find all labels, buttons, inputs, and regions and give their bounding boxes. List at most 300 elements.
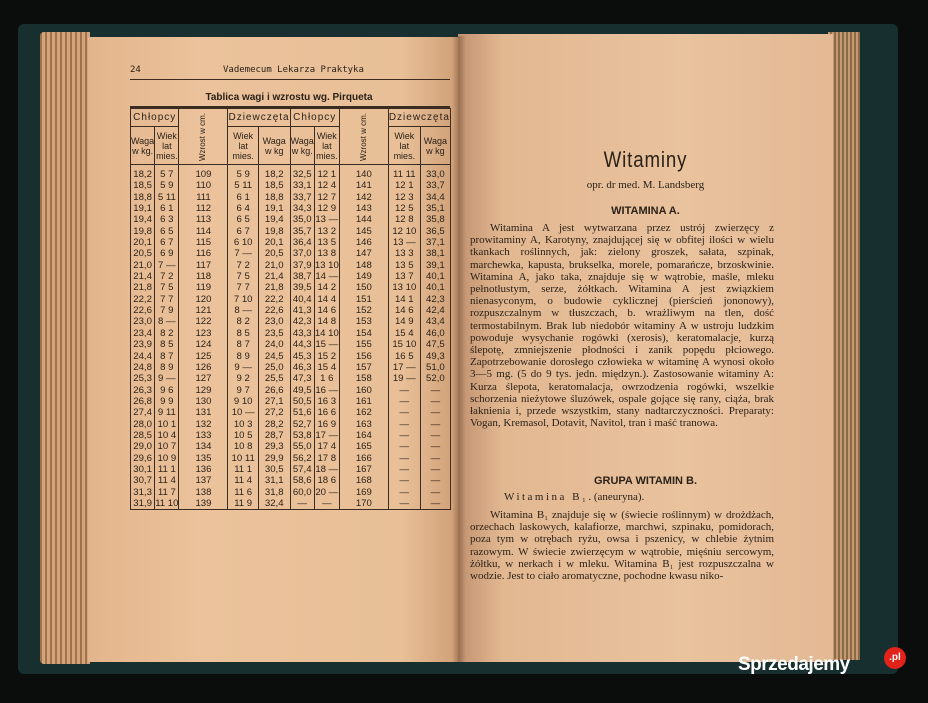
table-cell: 21,0 [258, 260, 290, 271]
table-cell: 40,1 [420, 271, 450, 282]
column-header: Wiek lat mies. [314, 127, 339, 165]
table-cell: 43,4 [420, 316, 450, 327]
table-cell: 111 [179, 192, 228, 203]
table-cell: 10 7 [155, 441, 179, 452]
table-cell: 1 6 [314, 373, 339, 384]
table-row [131, 165, 451, 181]
table-cell: — [420, 464, 450, 475]
table-row [131, 362, 451, 373]
table-cell: 35,1 [420, 203, 450, 214]
table-cell: 155 [339, 339, 388, 350]
table-cell: 17 4 [314, 441, 339, 452]
table-cell: 13 — [315, 214, 339, 226]
table-cell: 8 2 [155, 328, 179, 339]
table-cell: 8 9 [228, 351, 258, 362]
watermark-text: Sprzedajemy [738, 654, 850, 675]
table-cell: — [388, 464, 420, 475]
table-row [131, 419, 451, 430]
table-cell: 136 [179, 464, 228, 475]
table-cell: 10 1 [155, 419, 179, 430]
table-cell: 40,4 [290, 294, 314, 305]
left-page [88, 37, 458, 662]
table-row [131, 464, 451, 475]
table-cell: 121 [179, 305, 228, 316]
table-cell: 18,5 [131, 180, 155, 191]
chapter-author: opr. dr med. M. Landsberg [586, 179, 705, 191]
table-cell: 16 — [315, 384, 339, 396]
table-cell: — [420, 453, 450, 464]
table-cell: — [420, 487, 450, 498]
table-cell: 149 [339, 271, 388, 282]
table-cell: — [388, 453, 420, 464]
table-cell: 162 [339, 407, 388, 418]
table-cell: 45,3 [290, 351, 314, 362]
table-cell: — [420, 385, 450, 396]
page-number: 24 [130, 65, 141, 75]
table-cell: 19,8 [258, 226, 290, 237]
table-cell: 7 7 [155, 294, 179, 305]
table-cell: 8 — [228, 305, 258, 316]
table-cell: 143 [339, 203, 388, 214]
table-cell: 24,5 [258, 351, 290, 362]
table-row [131, 316, 451, 327]
table-cell: 32,5 [290, 165, 314, 181]
table-cell: 14 2 [314, 282, 339, 293]
group-header: Dziewczęta [388, 109, 450, 127]
table-cell: 23,0 [131, 316, 155, 327]
table-cell: 18,5 [258, 180, 290, 191]
table-row [131, 396, 451, 407]
table-cell: 39,1 [420, 260, 450, 271]
table-cell: 21,4 [258, 271, 290, 282]
table-cell: — [388, 407, 420, 418]
table-cell: 44,3 [290, 339, 314, 350]
table-cell: 134 [179, 441, 228, 452]
table-cell: 42,3 [420, 294, 450, 305]
table-cell: 5 7 [155, 165, 179, 181]
table-caption: Tablica wagi i wzrostu wg. Pirqueta [205, 92, 373, 103]
table-cell: 42,3 [290, 316, 314, 327]
table-cell: 52,0 [420, 373, 450, 384]
table-cell: 31,3 [131, 487, 155, 498]
table-cell: 19,1 [258, 203, 290, 214]
table-cell: 169 [339, 487, 388, 498]
table-cell: 8 7 [228, 339, 258, 350]
table-cell: 13 10 [314, 259, 339, 271]
running-title: Vademecum Lekarza Praktyka [223, 65, 364, 75]
table-cell: 115 [179, 237, 228, 248]
table-cell: 18,8 [131, 192, 155, 203]
table-cell: 6 10 [228, 237, 258, 248]
table-cell: — [388, 475, 420, 486]
column-header: Wzrost w cm. [179, 109, 228, 165]
table-cell: 49,5 [290, 385, 314, 396]
table-cell: 16 9 [314, 419, 339, 430]
table-cell: 144 [339, 214, 388, 225]
table-cell: 28,0 [131, 419, 155, 430]
table-cell: 25,3 [131, 373, 155, 384]
table-cell: 13 5 [314, 237, 339, 248]
table-cell: 16 6 [314, 407, 339, 418]
table-cell: 57,4 [290, 464, 314, 475]
table-cell: 46,3 [290, 362, 314, 373]
table-cell: — [388, 487, 420, 498]
table-cell: 24,0 [258, 339, 290, 350]
table-cell: 20 — [315, 486, 339, 498]
table-cell: 161 [339, 396, 388, 407]
table-cell: 14 8 [314, 316, 339, 327]
table-cell: 33,7 [420, 180, 450, 191]
table-cell: 118 [179, 271, 228, 282]
table-cell: 6 7 [228, 226, 258, 237]
table-cell: 22,2 [131, 294, 155, 305]
table-cell: 140 [339, 165, 388, 181]
table-row [131, 430, 451, 441]
watermark-badge: .pl [884, 647, 906, 669]
table-cell: 168 [339, 475, 388, 486]
table-cell: 125 [179, 351, 228, 362]
table-cell: 25,5 [258, 373, 290, 384]
table-cell: 113 [179, 214, 228, 225]
table-cell: 23,0 [258, 316, 290, 327]
table-cell: 19,4 [258, 214, 290, 225]
table-cell: 139 [179, 498, 228, 510]
table-cell: 151 [339, 294, 388, 305]
table-cell: 31,9 [131, 498, 155, 510]
table-cell: 138 [179, 487, 228, 498]
table-cell: 12 5 [388, 203, 420, 214]
table-cell: 33,7 [290, 192, 314, 203]
table-cell: 12 4 [314, 180, 339, 191]
table-cell: 110 [179, 180, 228, 191]
table-cell: 31,8 [258, 487, 290, 498]
table-cell: 27,1 [258, 396, 290, 407]
table-row [131, 282, 451, 293]
table-cell: — [388, 396, 420, 407]
column-header: Wiek lat mies. [228, 127, 258, 165]
table-cell: 157 [339, 362, 388, 373]
table-cell: 39,5 [290, 282, 314, 293]
table-cell: 6 5 [155, 226, 179, 237]
table-cell: 30,1 [131, 464, 155, 475]
table-cell: 23,4 [131, 328, 155, 339]
table-cell: — [420, 396, 450, 407]
table-cell: 9 10 [228, 396, 258, 407]
table-cell: 29,3 [258, 441, 290, 452]
table-cell: 170 [339, 498, 388, 510]
table-cell: 12 7 [314, 192, 339, 203]
table-cell: 122 [179, 316, 228, 327]
table-cell: 53,8 [290, 430, 314, 441]
group-header: Dziewczęta [228, 109, 290, 127]
table-cell: 21,4 [131, 271, 155, 282]
table-cell: 13 — [388, 237, 420, 248]
table-cell: 11 1 [228, 464, 258, 475]
table-cell: 150 [339, 282, 388, 293]
table-cell: 120 [179, 294, 228, 305]
body-paragraph: Witamina B₁ znajduje się w (świecie roślinnym) w drożdżach, orzechach laskowych, kalafiorze, marchwi, szpinaku, pomidorach, poza tym w otrębach ryżu, owsa i pszenicy, w chlebie żytnim razowym. W świecie zwierzęcym w wątrobie, mięśniu sercowym, żółtku, w nerkach i w mleku. Witamina B₁ jest rozpuszczalna w wodzie. Jest to ciało aromatyczne, pochodne kwasu niko- [470, 509, 774, 583]
table-cell: 6 4 [228, 203, 258, 214]
section-heading: GRUPA WITAMIN B. [593, 475, 698, 487]
table-cell: — [388, 419, 420, 430]
table-cell: 42,4 [420, 305, 450, 316]
table-cell: 9 2 [228, 373, 258, 384]
table-cell: 13 10 [388, 282, 420, 293]
table-cell: 141 [339, 180, 388, 191]
table-cell: 10 4 [155, 430, 179, 441]
table-cell: 26,6 [258, 385, 290, 396]
table-cell: 24,4 [131, 351, 155, 362]
table-cell: 16 3 [314, 396, 339, 407]
table-cell: 142 [339, 192, 388, 203]
table-cell: — [290, 498, 314, 510]
table-cell: — [388, 430, 420, 441]
table-cell: 15 — [315, 339, 339, 351]
table-cell: 165 [339, 441, 388, 452]
header-rule [130, 79, 450, 80]
table-cell: 38,1 [420, 248, 450, 259]
table-cell: 10 9 [155, 453, 179, 464]
table-cell: — [420, 441, 450, 452]
table-cell: 19,1 [131, 203, 155, 214]
table-cell: 12 1 [314, 165, 339, 181]
table-cell: 19 — [388, 373, 420, 384]
table-cell: 5 9 [228, 165, 258, 181]
table-cell: 8 7 [155, 351, 179, 362]
table-cell: 26,8 [131, 396, 155, 407]
table-cell: 37,9 [290, 260, 314, 271]
table-cell: 13 7 [388, 271, 420, 282]
table-cell: 123 [179, 328, 228, 339]
table-row [131, 180, 451, 191]
table-cell: 12 8 [388, 214, 420, 225]
table-cell: 43,3 [290, 328, 314, 339]
table-cell: 49,3 [420, 351, 450, 362]
table-cell: 37,0 [290, 248, 314, 259]
table-row [131, 271, 451, 282]
table-cell: 36,5 [420, 226, 450, 237]
table-cell: 36,4 [290, 237, 314, 248]
table-cell: 17 8 [314, 453, 339, 464]
subsection-heading: Witamina B₁. (aneuryna). [504, 491, 645, 503]
table-cell: 20,5 [131, 248, 155, 259]
table-cell: 137 [179, 475, 228, 486]
table-cell: 17 — [315, 429, 339, 441]
table-cell: 46,0 [420, 328, 450, 339]
table-cell: 7 2 [228, 260, 258, 271]
table-cell: 27,2 [258, 407, 290, 418]
table-row [131, 237, 451, 248]
table-cell: 133 [179, 430, 228, 441]
table-cell: 29,0 [131, 441, 155, 452]
table-cell: 167 [339, 464, 388, 475]
table-cell: 20,5 [258, 248, 290, 259]
table-cell: 6 9 [155, 248, 179, 259]
table-cell: 21,8 [258, 282, 290, 293]
table-cell: 8 5 [228, 328, 258, 339]
table-cell: — [420, 419, 450, 430]
table-cell: 129 [179, 385, 228, 396]
table-row [131, 441, 451, 452]
table-cell: 154 [339, 328, 388, 339]
table-cell: 163 [339, 419, 388, 430]
table-cell: 55,0 [290, 441, 314, 452]
table-cell: 13 8 [314, 248, 339, 259]
table-cell: 158 [339, 373, 388, 384]
table-cell: 119 [179, 282, 228, 293]
table-cell: 117 [179, 260, 228, 271]
table-cell: 7 9 [155, 305, 179, 316]
table-cell: 14 10 [314, 327, 339, 339]
table-cell: 6 5 [228, 214, 258, 225]
table-cell: 35,7 [290, 226, 314, 237]
table-cell: 11 6 [228, 487, 258, 498]
table-cell: 8 5 [155, 339, 179, 350]
table-row [131, 260, 451, 271]
table-cell: 126 [179, 362, 228, 373]
table-cell: 16 5 [388, 351, 420, 362]
table-cell: 7 10 [228, 294, 258, 305]
table-cell: — [388, 441, 420, 452]
table-cell: 9 — [228, 362, 258, 373]
table-cell: 153 [339, 316, 388, 327]
table-cell: 130 [179, 396, 228, 407]
book-gutter [452, 36, 466, 662]
table-cell: 33,1 [290, 180, 314, 191]
table-cell: — [388, 498, 420, 510]
table-cell: 7 — [228, 248, 258, 259]
table-cell: 6 3 [155, 214, 179, 225]
table-cell: 10 — [228, 407, 258, 418]
table-cell: 51,0 [420, 362, 450, 373]
table-cell: 37,1 [420, 237, 450, 248]
table-cell: 6 1 [228, 192, 258, 203]
column-header: Wiek lat mies. [155, 127, 179, 165]
table-row [131, 373, 451, 384]
table-cell: 5 11 [228, 180, 258, 191]
table-row [131, 294, 451, 305]
table-cell: 160 [339, 385, 388, 396]
table-row [131, 453, 451, 464]
table-cell: 7 5 [155, 282, 179, 293]
table-row [131, 385, 451, 396]
table-row [131, 214, 451, 225]
table-cell: 114 [179, 226, 228, 237]
table-cell: 124 [179, 339, 228, 350]
table-cell: 11 4 [228, 475, 258, 486]
table-cell: 27,4 [131, 407, 155, 418]
table-cell: 147 [339, 248, 388, 259]
table-cell: 35,0 [290, 214, 314, 225]
table-cell: 11 4 [155, 475, 179, 486]
table-cell: 8 2 [228, 316, 258, 327]
table-cell: 21,8 [131, 282, 155, 293]
table-cell: 15 10 [388, 339, 420, 350]
table-cell: 14 — [315, 271, 339, 283]
table-cell: 11 9 [228, 498, 258, 510]
table-cell: 11 10 [155, 497, 179, 509]
table-cell: 29,6 [131, 453, 155, 464]
table-cell: 12 10 [388, 226, 420, 237]
chapter-title: Witaminy [603, 147, 688, 172]
table-cell: 19,4 [131, 214, 155, 225]
table-cell: 10 11 [228, 453, 258, 464]
table-cell: 10 5 [228, 430, 258, 441]
table-cell: 15 4 [388, 328, 420, 339]
table-cell: 23,5 [258, 328, 290, 339]
table-cell: 47,5 [420, 339, 450, 350]
table-cell: 60,0 [290, 487, 314, 498]
table-cell: 8 — [155, 316, 179, 327]
table-cell: 24,8 [131, 362, 155, 373]
table-cell: 52,7 [290, 419, 314, 430]
table-cell: 10 8 [228, 441, 258, 452]
table-cell: 14 9 [388, 316, 420, 327]
table-row [131, 498, 451, 510]
table-cell: 7 2 [155, 271, 179, 282]
table-cell: 11 1 [155, 464, 179, 475]
table-cell: 35,8 [420, 214, 450, 225]
table-cell: 30,5 [258, 464, 290, 475]
table-cell: 25,0 [258, 362, 290, 373]
body-paragraph: Witamina A jest wytwarzana przez ustrój zwierzęcy z prowitaminy A, Karotyny, znajdującej się w obfitej ilości w wielu tkankach roślinnych, jak: zielony groszek, sałata, szpinak, marchewka, kapusta, brukselka, morele, pomarańcze, brzoskwinie. Witamina A, jako taka, znajduje się w wątrobie, maśle, mleku pełnotłustym, serze, żółtkach. Witamina A jest związkiem nienasyconym, o budowie cyklicznej (pierścień jononowy), rozpuszczalnym w tłuszczach, b. wrażliwym na tlen, dość termostabilnym. Brak lub niedobór witaminy A w ustroju ludzkim powoduje wysychanie rogówki (xerosis), keratomalacje, kurzą ślepotę, zmniejszenie płodności i zanik popędu płciowego. Zapotrzebowanie dorosłego człowieka w witaminę A wynosi około 3—5 mg. (5 do 9 tys. jedn. międzyn.). Zastosowanie witaminy A: Kurza ślepota, keratomalacja, owrzodzenia rogówki, wszelkie schorzenia nieżytowe śluzówek, ospale gojące się rany, ciąża, brak łaknienia i, przede wszystkim, stany nadtarczyczności. Preparaty: Vogan, Kremasol, Dotavit, Navitol, tran i maść tranowa. [470, 222, 774, 430]
table-row [131, 226, 451, 237]
table-cell: 9 9 [155, 396, 179, 407]
table-cell: 18,2 [258, 165, 290, 181]
table-cell: 7 7 [228, 282, 258, 293]
table-row [131, 339, 451, 350]
table-cell: 6 1 [155, 203, 179, 214]
table-cell: 22,6 [258, 305, 290, 316]
table-cell: 7 5 [228, 271, 258, 282]
table-cell: 34,3 [290, 203, 314, 214]
group-header: Chłopcy [131, 109, 179, 127]
table-cell: 50,5 [290, 396, 314, 407]
table-cell: 56,2 [290, 453, 314, 464]
table-cell: 14 4 [314, 294, 339, 305]
table-cell: 12 1 [388, 180, 420, 191]
group-header: Chłopcy [290, 109, 339, 127]
table-cell: 13 2 [314, 226, 339, 237]
table-cell: 29,9 [258, 453, 290, 464]
table-cell: 166 [339, 453, 388, 464]
table-body [131, 165, 451, 510]
table-cell: 38,7 [290, 271, 314, 282]
table-row [131, 351, 451, 362]
table-cell: 26,3 [131, 385, 155, 396]
table-cell: 58,6 [290, 475, 314, 486]
table-cell: 116 [179, 248, 228, 259]
table-cell: 13 3 [388, 248, 420, 259]
table-row [131, 487, 451, 498]
table-cell: 15 2 [314, 351, 339, 362]
table-cell: 12 3 [388, 192, 420, 203]
column-header: Waga w kg [258, 127, 290, 165]
table-cell: 31,1 [258, 475, 290, 486]
table-cell: 14 6 [388, 305, 420, 316]
table-cell: 20,1 [258, 237, 290, 248]
table-cell: 17 — [388, 362, 420, 373]
table-row [131, 328, 451, 339]
table-cell: 18,2 [131, 165, 155, 181]
table-row [131, 248, 451, 259]
table-cell: 9 — [155, 373, 179, 384]
table-cell: 156 [339, 351, 388, 362]
table-row [131, 305, 451, 316]
column-header: Wiek lat mies. [388, 127, 420, 165]
table-cell: 127 [179, 373, 228, 384]
table-cell: 32,4 [258, 498, 290, 510]
